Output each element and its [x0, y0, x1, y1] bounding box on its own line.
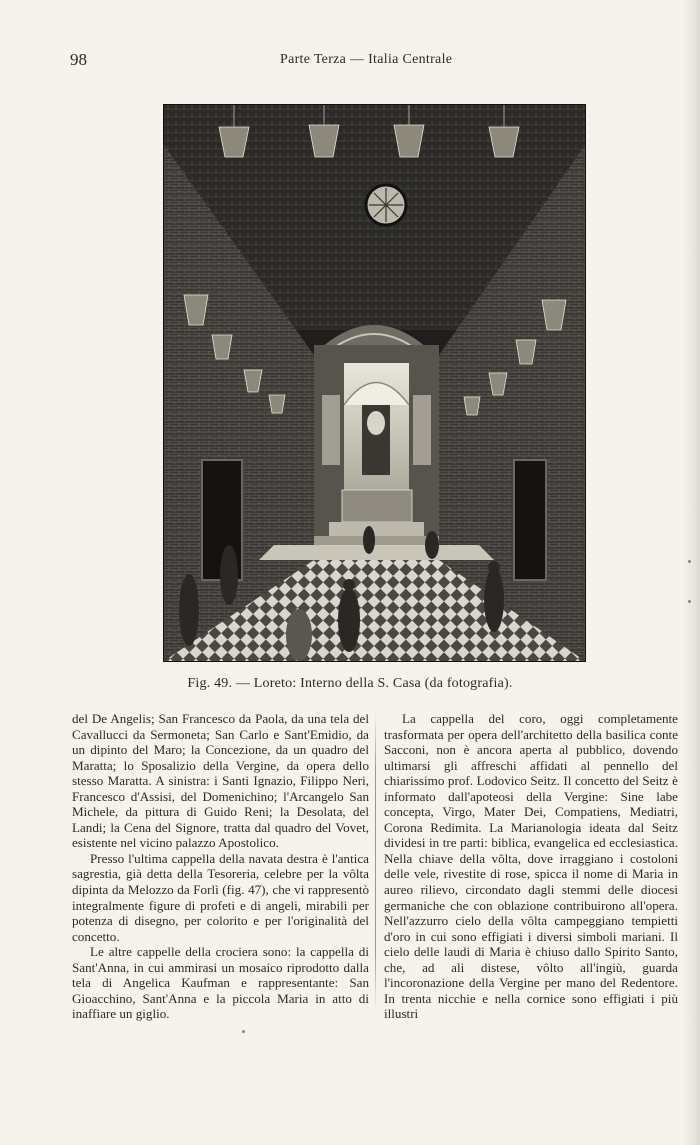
figure-caption: Fig. 49. — Loreto: Interno della S. Casa (da fotografia).	[187, 676, 513, 691]
church-interior-engraving	[163, 104, 586, 662]
scan-speck	[688, 560, 691, 563]
paragraph: La cappella del coro, oggi completamente trasformata per opera dell'architetto della basilica conte Sacconi, non è ancora aperta al pubblico, dovendo ultimarsi gli affreschi affidati al pennello del chiarissimo prof. Lodovico Seitz. Il concetto del Seitz è informato dall'apoteosi della Vergine: Sine labe concepta, Virgo, Mater Dei, Compatiens, Mediatri, Corona Redimita. La Marianologia ideata dal Seitz dividesi in tre parti: biblica, evangelica ed ecclesiastica. Nella chiave della vôlta, dove irraggiano i costoloni delle vele, rivestite di rose, spicca il nome di Maria in aureo rilievo, circondato dagli stemmi delle diocesi germaniche che con oblazione contribuirono all'opera. Nell'azzurro cielo della vôlta campeggiano tempietti d'oro in cui sono effigiati i diversi simboli mariani. Il cielo delle laudi di Maria è chiuso dallo Spirito Santo, che, ad ali distese, vôlto all'ingiù, guarda l'incoronazione della Vergine per mano del Redentore. In trenta nicchie e nella cornice sono effigiati i più illustri	[384, 711, 678, 1022]
running-head: Parte Terza — Italia Centrale	[280, 52, 453, 67]
column-divider	[375, 711, 376, 1011]
text-column-left	[72, 711, 369, 1022]
scan-speck	[242, 1030, 245, 1033]
paragraph: Le altre cappelle della crociera sono: la cappella di Sant'Anna, in cui ammirasi un mosaico riprodotto dalla tela di Angelica Kaufman e rappresentante: San Gioacchino, Sant'Anna e la piccola Maria in atto di inaffiare un giglio.	[72, 944, 369, 1022]
engraving-illustration	[164, 105, 585, 661]
page-edge-shadow	[682, 0, 700, 1145]
text-column-right	[384, 711, 678, 1022]
page-header	[70, 50, 690, 74]
paragraph: Presso l'ultima cappella della navata destra è l'antica sagrestia, già detta della Tesoreria, celebre per la vôlta dipinta da Melozzo da Forlì (fig. 47), che vi rappresentò integralmente figure di profeti e di angeli, mirabili per potenza di disegno, per colorito e per l'originalità del concetto.	[72, 850, 369, 944]
paragraph: del De Angelis; San Francesco da Paola, da una tela del Cavallucci da Sermoneta; San Carlo e Sant'Emidio, da un dipinto del Maro; la Concezione, da un quadro del Maratta; lo Sposalizio della Vergine, da opera dello stesso Maratta. A sinistra: i Santi Ignazio, Filippo Neri, Francesco d'Assisi, del Domenichino; l'Arcangelo San Michele, da pittura di Guido Reni; la Desolata, del Landi; la Cena del Signore, tratta dal quadro del Vovet, esistente nel vicino palazzo Apostolico.	[72, 711, 369, 851]
page-number: 98	[70, 50, 87, 69]
scan-speck	[688, 600, 691, 603]
